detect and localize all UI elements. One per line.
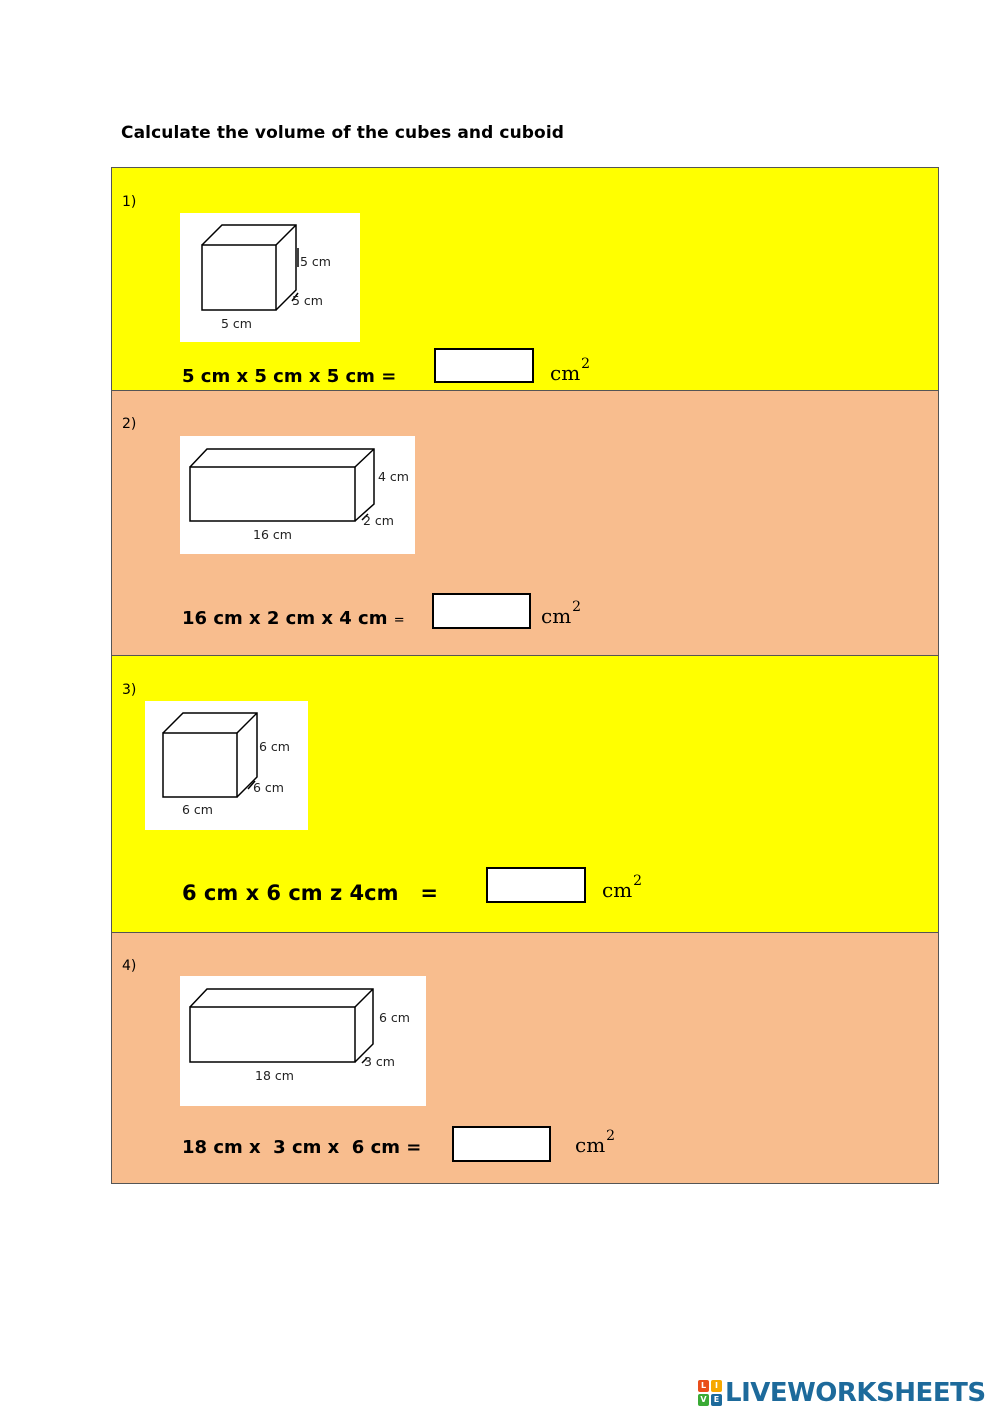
- depth-label: 6 cm: [253, 780, 284, 795]
- page-title: Calculate the volume of the cubes and cuboid: [121, 123, 565, 143]
- cuboid-diagram: [180, 976, 426, 1106]
- width-label: 16 cm: [253, 527, 292, 542]
- width-label: 18 cm: [255, 1068, 294, 1083]
- depth-label: 5 cm: [292, 293, 323, 308]
- volume-expression: 6 cm x 6 cm z 4cm =: [182, 881, 438, 905]
- question-row-4: [112, 933, 938, 1183]
- unit-label: $cm^2$: [541, 599, 582, 628]
- volume-expression: 18 cm x 3 cm x 6 cm =: [182, 1137, 428, 1158]
- depth-label: 3 cm: [364, 1054, 395, 1069]
- answer-input[interactable]: [432, 593, 531, 629]
- volume-expression: 16 cm x 2 cm x 4 cm =: [182, 608, 405, 629]
- logo-icon: L I V E: [698, 1380, 722, 1406]
- height-label: 4 cm: [378, 469, 409, 484]
- volume-expression: 5 cm x 5 cm x 5 cm =: [182, 366, 403, 387]
- question-row-1: [112, 168, 938, 391]
- width-label: 5 cm: [221, 316, 252, 331]
- unit-label: $cm^2$: [550, 356, 591, 385]
- height-label: 6 cm: [379, 1010, 410, 1025]
- depth-label: 2 cm: [363, 513, 394, 528]
- cube-diagram: [145, 701, 308, 830]
- questions-table: [111, 167, 939, 1184]
- answer-input[interactable]: [434, 348, 534, 383]
- question-row-3: [112, 656, 938, 933]
- cube-diagram: [180, 213, 360, 342]
- unit-label: $cm^2$: [602, 873, 643, 902]
- question-number: 4): [122, 958, 137, 974]
- logo-text: LIVEWORKSHEETS: [725, 1378, 986, 1408]
- unit-label: $cm^2$: [575, 1128, 616, 1157]
- height-label: 6 cm: [259, 739, 290, 754]
- answer-input[interactable]: [486, 867, 586, 903]
- question-number: 1): [122, 194, 137, 210]
- question-number: 2): [122, 416, 137, 432]
- height-label: 5 cm: [300, 254, 331, 269]
- liveworksheets-logo: [698, 1378, 986, 1408]
- question-number: 3): [122, 682, 137, 698]
- cuboid-diagram: [180, 436, 415, 554]
- question-row-2: [112, 391, 938, 656]
- answer-input[interactable]: [452, 1126, 551, 1162]
- width-label: 6 cm: [182, 802, 213, 817]
